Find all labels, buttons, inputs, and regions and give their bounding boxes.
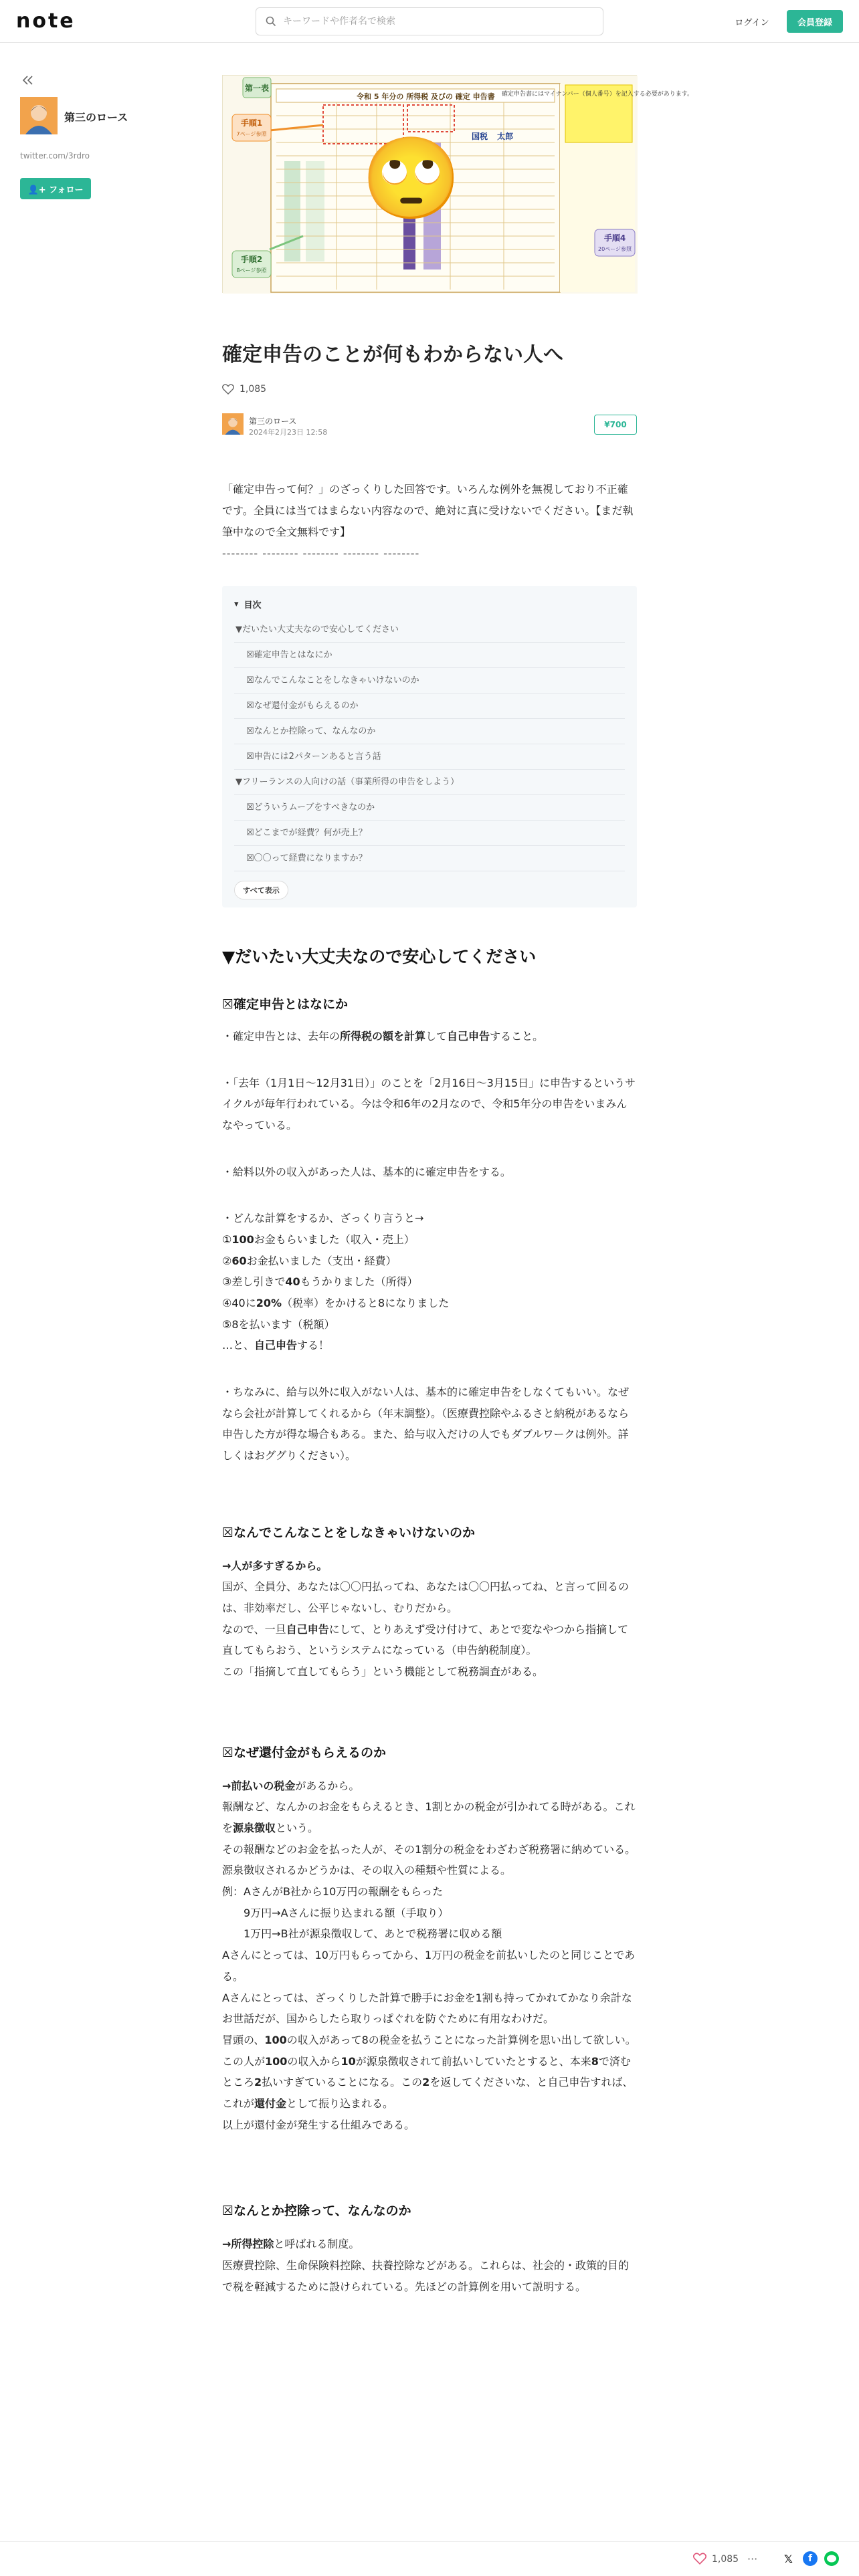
toc-label: 目次 [244,601,262,611]
toc-item[interactable]: ☒どういうムーブをすべきなのか [234,795,625,821]
example-line: 例：AさんがB社から10万円の報酬をもらった [222,1885,444,1899]
heart-icon[interactable] [222,384,234,395]
lead: →所得控除と呼ばれる制度。 [222,2238,360,2251]
lead: →前払いの税金があるから。 [222,1779,360,1792]
like-count[interactable]: 1,085 [240,384,267,395]
more-icon[interactable]: ··· [747,2553,758,2565]
toc-item[interactable]: ☒どこまでが経費？何が売上？ [234,821,625,846]
like-row [222,384,637,395]
mynumber-note: 確定申告書にはマイナンバー（個人番号）を記入する必要があります。 [501,91,694,98]
collapse-sidebar-icon[interactable] [20,72,36,88]
section-3-title: ☒なぜ還付金がもらえるのか [222,1745,387,1760]
site-header [0,0,859,43]
paragraph: この「指摘して直してもらう」という機能として税務調査がある。 [222,1665,544,1679]
facebook-share-icon[interactable]: f [803,2551,818,2566]
tax-form-illustration [223,76,694,294]
step1-label: 第一表 [244,84,270,93]
publish-date: 2024年2月23日 12:58 [249,428,328,437]
article-title: 確定申告のことが何もわからない人へ [222,343,563,366]
eye-roll-emoji: 🙄 [361,132,462,225]
paragraph: Aさんにとっては、ざっくりした計算で勝手にお金を1割も持ってかれてかなり余計なお世話だが、国からしたら取りっぱぐれを防ぐために有用なわけだ。 [222,1991,632,2026]
section-2-title: ☒なんでこんなことをしなきゃいけないのか [222,1525,476,1540]
hand4-sub: 20ページ参照 [597,246,632,252]
author-name-small[interactable]: 第三のロース [249,417,297,426]
section-2-body [222,1555,637,1683]
paragraph: ・ちなみに、給与以外に収入がない人は、基本的に確定申告をしなくてもいい。なぜなら会社が計算してくれるから（年末調整）。（医療費控除やふるさと納税があるなら申告した方が得な場合もある。また、給与収入だけの人でもダブルワークは例外。詳しくはおググりください）。 [222,1386,630,1463]
toc-show-all-button[interactable]: すべて表示 [234,881,288,899]
paragraph: ・給料以外の収入があった人は、基本的に確定申告をする。 [222,1165,511,1178]
paragraph: ・「去年（1月1日〜12月31日）」のことを「2月16日〜3月15日」に申告するというサイクルが毎年行われている。今は令和6年の2月なので、令和5年分の申告をいまみんなやっている。 [222,1076,636,1132]
intro [222,479,637,564]
section-4-body [222,2234,637,2297]
search-icon [266,16,276,27]
x-share-icon[interactable]: 𝕏 [784,2553,793,2565]
example-line: 1万円→B社が源泉徴収して、あとで税務署に収める額 [222,1927,502,1941]
toc-item[interactable]: ☒〇〇って経費になりますか？ [234,846,625,871]
price-badge[interactable]: ¥700 [594,415,637,435]
section-4-title: ☒なんとか控除って、なんなのか [222,2204,411,2219]
list-item: ⑤8を払います（税額） [222,1317,335,1331]
paragraph: ・確定申告とは、去年の所得税の額を計算して自己申告すること。 [222,1030,544,1043]
toc-item[interactable]: ☒確定申告とはなにか [234,643,625,668]
list-item: ④40に20%（税率）をかけると8になりました [222,1297,450,1310]
section-3-body [222,1776,637,2135]
article [222,75,694,2297]
author-avatar-small[interactable] [222,413,244,435]
hand2-sub: 8ページ参照 [236,267,267,274]
lead: →人が多すぎるから。 [222,1559,328,1572]
paragraph: ・どんな計算をするか、ざっくり言うと→ [222,1212,424,1225]
follow-label: フォロー [49,185,84,195]
toc-item[interactable]: ▼だいたい大丈夫なので安心してください [234,617,625,643]
list-item: ②60お金払いました（支出・経費） [222,1254,397,1267]
login-button[interactable]: ログイン [724,10,780,33]
hero-image [222,75,694,293]
add-user-icon: 👤+ [27,185,50,195]
author-twitter-link[interactable]: twitter.com/3rdro [20,151,90,160]
toc-item[interactable]: ☒なぜ還付金がもらえるのか [234,693,625,719]
intro-text: 「確定申告って何？」のざっくりした回答です。いろんな例外を無視しており不正確です。全員には当てはまらない内容なので、絶対に真に受けないでください。【まだ執筆中なので全文無料です】 [222,483,634,538]
toc-header[interactable] [234,598,625,611]
paragraph: その報酬などのお金を払った人が、その1割分の税金をわざわざ税務署に納めている。 [222,1842,636,1856]
toc-item[interactable]: ☒なんでこんなことをしなきゃいけないのか [234,668,625,693]
note-logo[interactable]: note [16,9,76,33]
paragraph: 冒頭の、100の収入があって8の税金を払うことになった計算例を思い出して欲しい。 [222,2033,636,2046]
section-1-body [222,1026,637,1467]
toc-item[interactable]: ☒申告には2パターンあると言う話 [234,744,625,770]
triangle-down-icon: ▾ [234,599,239,609]
taro-label: 太郎 [497,132,514,141]
list-item: …と、自己申告する！ [222,1339,330,1352]
hand2-title: 手順2 [240,255,263,264]
paragraph: 以上が還付金が発生する仕組みである。 [222,2118,415,2131]
paragraph: 国が、全員分、あなたは〇〇円払ってね、あなたは〇〇円払ってね、と言って回るのは、非効率だし、公平じゃないし、むりだから。 [222,1580,630,1615]
section-1-title: ☒確定申告とはなにか [222,997,349,1012]
paragraph: 報酬など、なんかのお金をもらえるとき、1割とかの税金が引かれてる時がある。これを源泉徴収という。 [222,1800,636,1835]
heart-icon[interactable] [693,2553,706,2565]
section-heading: ▼だいたい大丈夫なので安心してください [222,947,537,966]
paragraph: 源泉徴収されるかどうかは、その収入の種類や性質による。 [222,1864,512,1877]
list-item: ③差し引きで40もうかりました（所得） [222,1275,418,1289]
line-share-icon[interactable] [824,2551,839,2566]
example-line: 9万円→Aさんに振り込まれる額（手取り） [222,1906,449,1919]
paragraph: 医療費控除、生命保険料控除、扶養控除などがある。これらは、社会的・政策的目的で税を軽減するために設けられている。先ほどの計算例を用いて説明する。 [222,2258,630,2293]
like-count[interactable]: 1,085 [712,2554,739,2565]
signup-button[interactable]: 会員登録 [787,10,843,33]
paragraph: この人が100の収入から10が源泉徴収されて前払いしていたとすると、本来8で済むところ2払いすぎていることになる。この2を返してくださいな、と自己申告すれば、これが還付金として振り込まれる。 [222,2054,634,2110]
hand4-title: 手順4 [603,233,626,243]
hand1-title: 手順1 [240,118,263,128]
intro-separator: -------- -------- -------- -------- -------- [222,547,420,560]
paragraph: Aさんにとっては、10万円もらってから、1万円の税金を前払いしたのと同じことである。 [222,1949,636,1983]
search-box[interactable] [256,7,603,35]
author-name[interactable]: 第三のロース [64,111,128,124]
bottom-action-bar [0,2541,859,2576]
search-input[interactable] [283,13,591,29]
hand1-sub: 7ページ参照 [236,131,267,137]
kuni-label: 国税 [472,132,488,141]
toc-item[interactable]: ▼フリーランスの人向けの話（事業所得の申告をしよう） [234,770,625,795]
paragraph: なので、一旦自己申告にして、とりあえず受け付けて、あとで変なやつから指摘して直してもらおう、というシステムになっている（申告納税制度）。 [222,1622,629,1657]
author-row [222,411,637,437]
toc-item[interactable]: ☒なんとか控除って、なんなのか [234,719,625,744]
table-of-contents [222,586,637,907]
list-item: ①100お金もらいました（収入・売上） [222,1233,415,1247]
author-avatar[interactable] [20,97,58,134]
follow-button[interactable] [20,178,91,199]
form-title: 令和 5 年分の 所得税 及びの 確定 申告書 [357,92,495,101]
